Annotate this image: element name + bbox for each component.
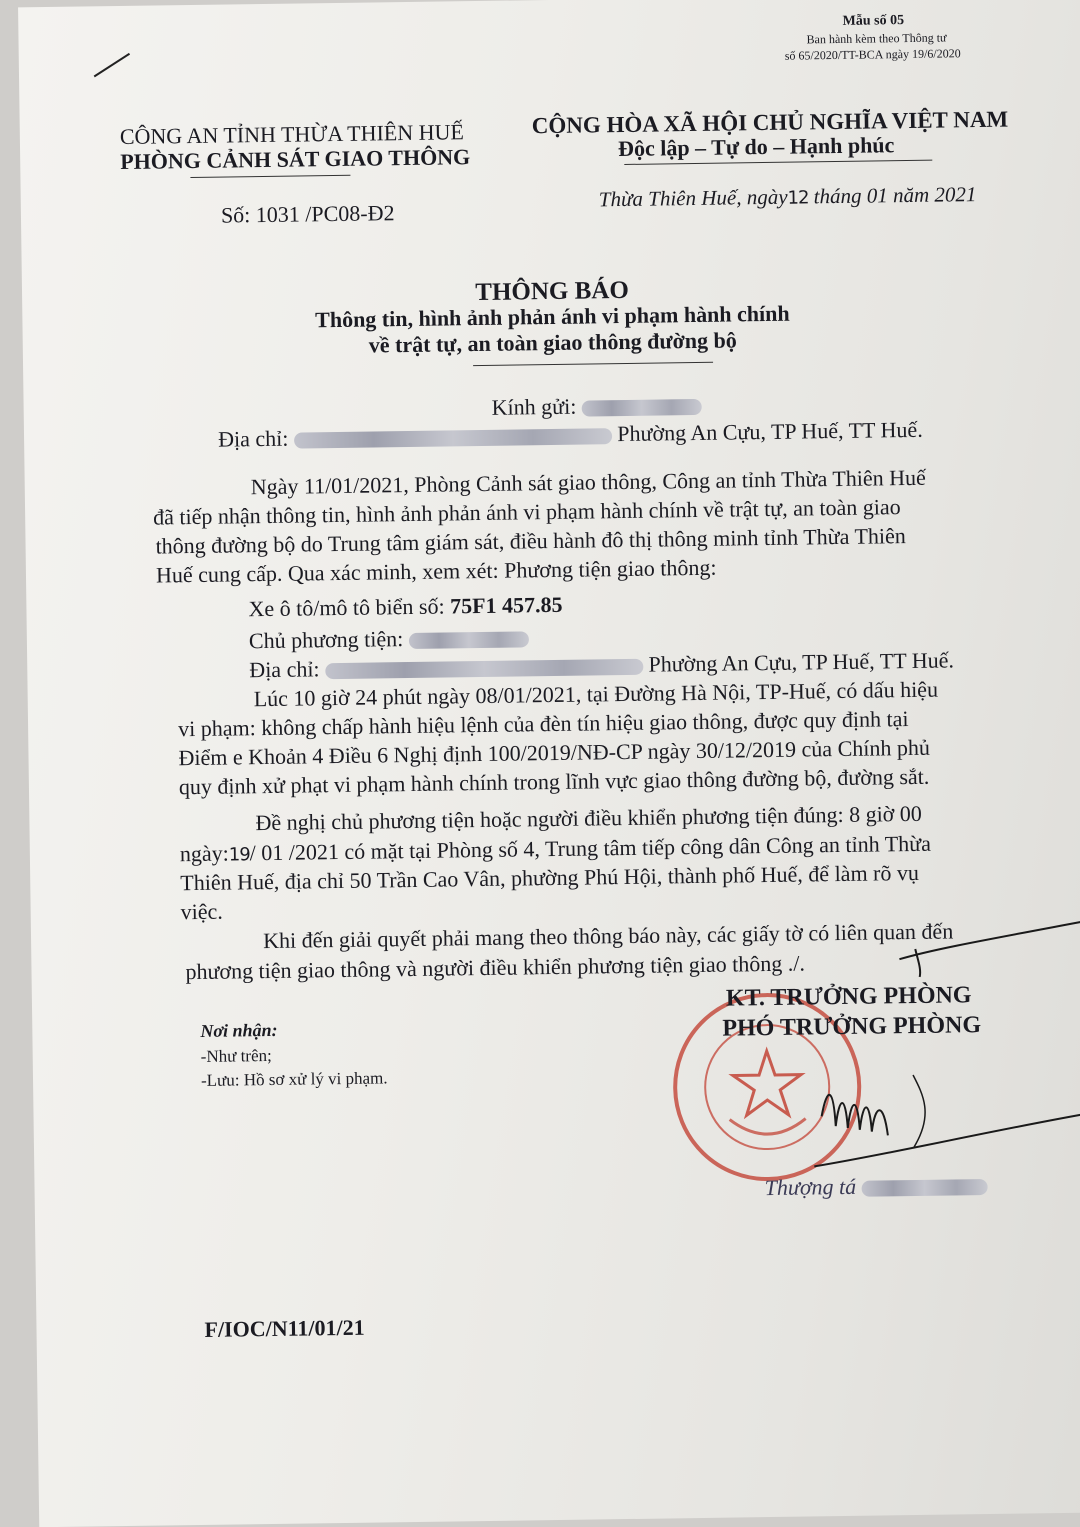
- document-page: [18, 0, 1080, 1527]
- issuer-agency: CÔNG AN TỈNH THỪA THIÊN HUẾ: [119, 119, 465, 150]
- body-line: đã tiếp nhận thông tin, hình ảnh phản ánh vi phạm hành chính về trật tự, an toàn giao: [153, 494, 901, 530]
- body-line: Thiên Huế, địa chỉ 50 Trần Cao Vân, phường Phú Hội, thành phố Huế, để làm rõ vụ: [180, 859, 920, 896]
- receiver-item: -Như trên;: [200, 1045, 272, 1066]
- recipient-address-suffix: Phường An Cựu, TP Huế, TT Huế.: [617, 416, 923, 447]
- body-line: Ngày 11/01/2021, Phòng Cảnh sát giao thông, Công an tỉnh Thừa Thiên Huế: [250, 464, 927, 500]
- appointment-rest: / 01 /2021 có mặt tại Phòng số 4, Trung tâm tiếp công dân Công an tỉnh Thừa: [249, 830, 932, 866]
- owner-label: Chủ phương tiện:: [248, 626, 404, 654]
- issuer-department: PHÒNG CẢNH SÁT GIAO THÔNG: [120, 144, 471, 175]
- pen-mark: [94, 53, 130, 77]
- redacted-owner-name: [409, 631, 529, 649]
- national-title: CỘNG HÒA XÃ HỘI CHỦ NGHĨA VIỆT NAM: [531, 106, 1009, 139]
- body-line: việc.: [180, 898, 224, 925]
- handwritten-day: 12: [787, 187, 809, 209]
- body-line: phương tiện giao thông và người điều khiển phương tiện giao thông ./.: [185, 950, 806, 985]
- body-line: Đề nghị chủ phương tiện hoặc người điều khiển phương tiện đúng: 8 giờ 00: [255, 800, 923, 836]
- recipient-label: Kính gửi:: [491, 393, 577, 420]
- body-line: quy định xử phạt vi phạm hành chính trong lĩnh vực giao thông đường bộ, đường sắt.: [178, 763, 930, 800]
- place-date-rest: tháng 01 năm 2021: [808, 182, 977, 209]
- issuer-underline: [190, 175, 350, 178]
- handwritten-appointment-day: 19: [228, 844, 250, 866]
- document-subtitle-line2: về trật tự, an toàn giao thông đường bộ: [368, 327, 737, 358]
- body-line: Huế cung cấp. Qua xác minh, xem xét: Phương tiện giao thông:: [155, 554, 717, 588]
- recipient-address-line: [218, 417, 923, 453]
- license-plate: 75F1 457.85: [449, 591, 563, 619]
- form-number: Mẫu số 05: [842, 13, 905, 29]
- redacted-owner-address: [325, 659, 643, 679]
- form-reference-line1: Ban hành kèm theo Thông tư: [806, 30, 947, 47]
- owner-address-label: Địa chỉ:: [249, 656, 320, 683]
- receiver-item: -Lưu: Hồ sơ xử lý vi phạm.: [200, 1068, 388, 1090]
- place-date-prefix: Thừa Thiên Huế, ngày: [598, 184, 788, 212]
- redacted-signer-name: [862, 1179, 988, 1197]
- document-title: THÔNG BÁO: [475, 276, 630, 307]
- recipient-line: [492, 392, 702, 421]
- owner-line: [249, 624, 529, 654]
- place-date: [599, 182, 977, 212]
- owner-address-suffix: Phường An Cựu, TP Huế, TT Huế.: [648, 647, 955, 677]
- signer-name-line: [764, 1172, 987, 1201]
- document-subtitle-line1: Thông tin, hình ảnh phản ánh vi phạm hành chính: [315, 300, 790, 333]
- document-footer-code: F/IOC/N11/01/21: [204, 1314, 365, 1342]
- signer-title-line1: KT. TRƯỞNG PHÒNG: [725, 982, 972, 1012]
- handwritten-end-mark: [895, 916, 1080, 979]
- vehicle-line: [248, 592, 562, 622]
- body-line: Khi đến giải quyết phải mang theo thông báo này, các giấy tờ có liên quan đến: [262, 918, 954, 954]
- redacted-recipient-name: [582, 399, 702, 417]
- vehicle-label: Xe ô tô/mô tô biển số:: [248, 593, 445, 622]
- form-reference-line2: số 65/2020/TT-BCA ngày 19/6/2020: [784, 46, 961, 63]
- signer-title-line2: PHÓ TRƯỞNG PHÒNG: [722, 1012, 982, 1042]
- redacted-recipient-address: [294, 428, 612, 448]
- recipient-address-label: Địa chỉ:: [217, 425, 289, 452]
- signer-rank: Thượng tá: [764, 1173, 857, 1201]
- body-line: Lúc 10 giờ 24 phút ngày 08/01/2021, tại Đường Hà Nội, TP-Huế, có dấu hiệu: [253, 676, 939, 712]
- body-line: vi phạm: không chấp hành hiệu lệnh của đèn tín hiệu giao thông, được quy định tại: [177, 706, 909, 742]
- appointment-prefix: ngày:: [179, 840, 229, 867]
- handwritten-signature: [803, 1052, 1080, 1186]
- body-line: Điểm e Khoản 4 Điều 6 Nghị định 100/2019/NĐ-CP ngày 30/12/2019 của Chính phủ: [178, 734, 931, 771]
- national-motto: Độc lập – Tự do – Hạnh phúc: [617, 132, 895, 162]
- title-underline: [473, 362, 713, 366]
- body-line: thông đường bộ do Trung tâm giám sát, điều hành đô thị thông minh tỉnh Thừa Thiên: [155, 523, 906, 559]
- document-number: Số: 1031 /PC08-Đ2: [220, 200, 395, 228]
- receivers-title: Nơi nhận:: [200, 1019, 278, 1041]
